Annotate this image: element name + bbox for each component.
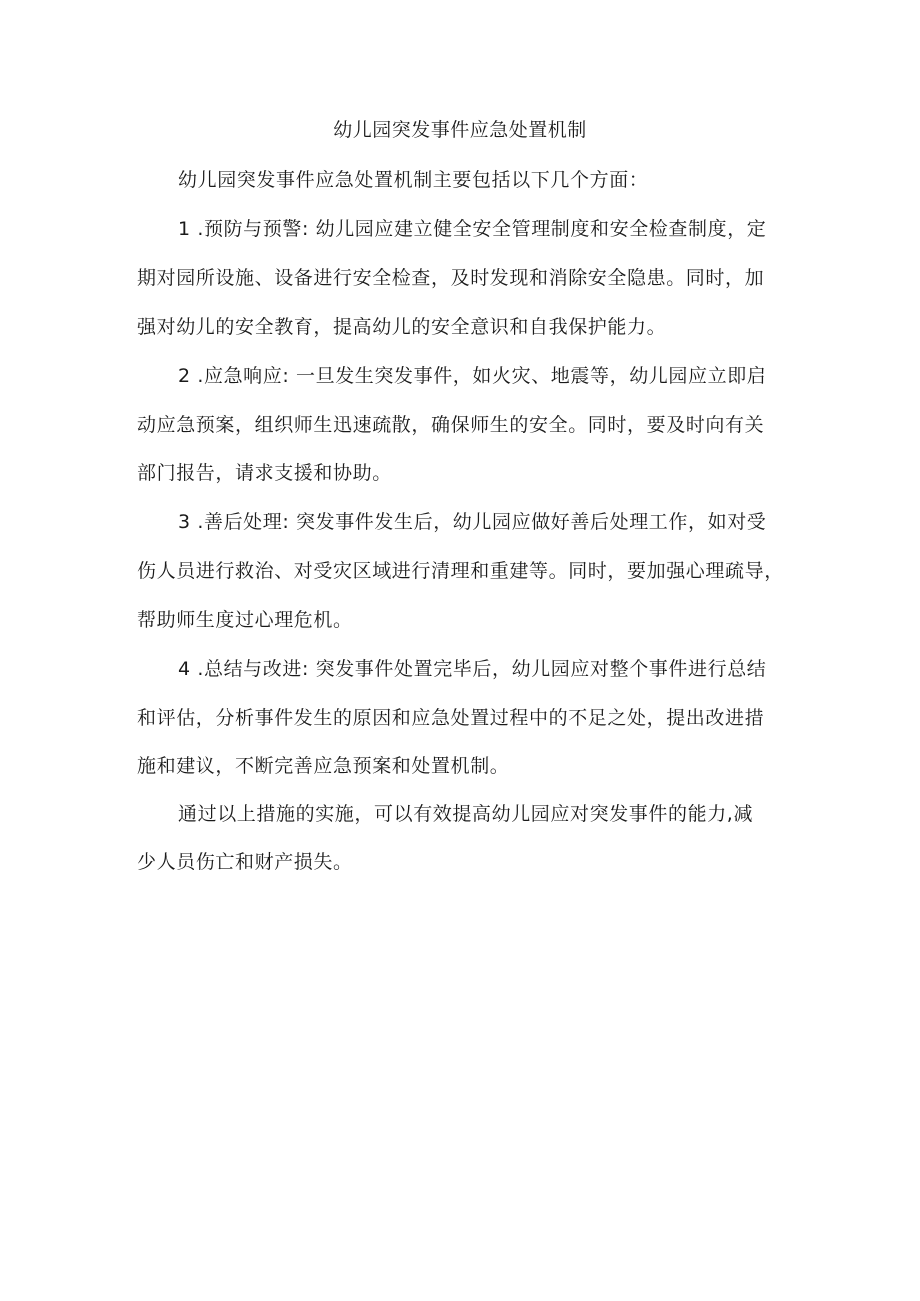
item-2-line-1: 2 .应急响应: 一旦发生突发事件，如火灾、地震等，幼儿园应立即启 xyxy=(178,365,767,387)
item-4-line-3: 施和建议，不断完善应急预案和处置机制。 xyxy=(137,755,510,777)
item-1-line-3: 强对幼儿的安全教育，提高幼儿的安全意识和自我保护能力。 xyxy=(137,316,667,338)
conclusion-line-1: 通过以上措施的实施，可以有效提高幼儿园应对突发事件的能力,减 xyxy=(178,803,754,825)
item-2-line-3: 部门报告，请求支援和协助。 xyxy=(137,462,392,484)
item-3-line-2: 伤人员进行救治、对受灾区域进行清理和重建等。同时，要加强心理疏导， xyxy=(137,560,784,582)
conclusion-line-2: 少人员伤亡和财产损失。 xyxy=(137,851,353,873)
item-1-line-2: 期对园所设施、设备进行安全检查，及时发现和消除安全隐患。同时，加 xyxy=(137,267,765,289)
item-2-line-2: 动应急预案，组织师生迅速疏散，确保师生的安全。同时，要及时向有关 xyxy=(137,414,765,436)
item-3-line-1: 3 .善后处理: 突发事件发生后，幼儿园应做好善后处理工作，如对受 xyxy=(178,511,767,533)
item-4-line-1: 4 .总结与改进: 突发事件处置完毕后，幼儿园应对整个事件进行总结 xyxy=(178,658,767,680)
item-4-line-2: 和评估，分析事件发生的原因和应急处置过程中的不足之处，提出改进措 xyxy=(137,707,765,729)
item-3-line-3: 帮助师生度过心理危机。 xyxy=(137,609,353,631)
document-title: 幼儿园突发事件应急处置机制 xyxy=(333,119,587,141)
intro-paragraph: 幼儿园突发事件应急处置机制主要包括以下几个方面： xyxy=(178,169,649,191)
item-1-line-1: 1 .预防与预警: 幼儿园应建立健全安全管理制度和安全检查制度，定 xyxy=(178,218,767,240)
